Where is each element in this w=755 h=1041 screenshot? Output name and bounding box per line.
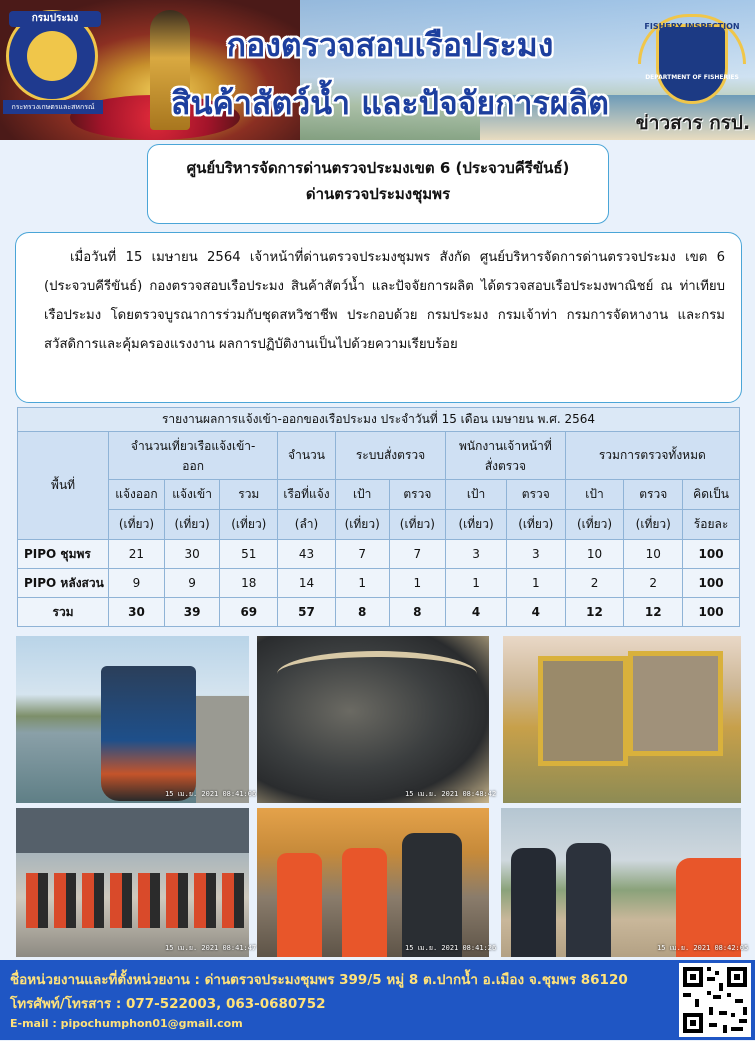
unit-trip: (เที่ยว) — [565, 510, 624, 540]
sub-pct: คิดเป็น — [683, 480, 740, 510]
cell-in: 30 — [164, 540, 220, 569]
cell-off-check: 1 — [506, 569, 565, 598]
cell-off-check: 4 — [506, 598, 565, 627]
cell-pct: 100 — [683, 598, 740, 627]
cell-out: 30 — [109, 598, 165, 627]
photo-timestamp: 15 เม.ย. 2021 08:41:06 — [165, 790, 257, 798]
cell-sys-target: 1 — [335, 569, 389, 598]
sub-boats: เรือที่แจ้ง — [278, 480, 336, 510]
unit-boat: (ลำ) — [278, 510, 336, 540]
cell-tot-target: 10 — [565, 540, 624, 569]
photo-timestamp: 15 เม.ย. 2021 08:42:05 — [657, 944, 749, 952]
cell-tot-check: 10 — [624, 540, 683, 569]
banner-title-line2: สินค้าสัตว์น้ำ และปัจจัยการผลิต — [171, 84, 609, 122]
cell-sys-target: 7 — [335, 540, 389, 569]
cell-pct: 100 — [683, 569, 740, 598]
cell-sys-check: 8 — [389, 598, 446, 627]
unit-trip: (เที่ยว) — [164, 510, 220, 540]
table-row — [18, 540, 740, 569]
sub-off-target: เป้า — [446, 480, 507, 510]
sub-tot-check: ตรวจ — [624, 480, 683, 510]
cell-boats: 14 — [278, 569, 336, 598]
sub-sys-check: ตรวจ — [389, 480, 446, 510]
badge-sub: DEPARTMENT OF FISHERIES — [645, 74, 739, 81]
sub-out: แจ้งออก — [109, 480, 165, 510]
sub-tot-target: เป้า — [565, 480, 624, 510]
header-system: ระบบสั่งตรวจ — [335, 432, 445, 480]
department-logo — [6, 10, 98, 102]
cell-pct: 100 — [683, 540, 740, 569]
report-table — [17, 407, 740, 627]
cell-tot-check: 12 — [624, 598, 683, 627]
photo-timestamp: 15 เม.ย. 2021 08:41:47 — [165, 944, 257, 952]
logo-left-label: กรมประมง — [9, 11, 101, 27]
qr-code-graphic — [679, 963, 751, 1037]
photo-timestamp: 15 เม.ย. 2021 08:41:26 — [405, 944, 497, 952]
logo-left-org: กระทรวงเกษตรและสหกรณ์ — [3, 100, 103, 114]
unit-trip: (เที่ยว) — [506, 510, 565, 540]
body-text-box — [15, 232, 742, 403]
body-paragraph: เมื่อวันที่ 15 เมษายน 2564 เจ้าหน้าที่ด่านตรวจประมงชุมพร สังกัด ศูนย์บริหารจัดการด่านตรวจประมง เขต 6 (ประจวบคีรีขันธ์) กองตรวจสอบเรือประมง สินค้าสัตว์น้ำ และปัจจัยการผลิต ได้ตรวจสอบเรือประมงพาณิชย์ ณ ท่าเทียบเรือประมง โดยตรวจบูรณาการร่วมกับชุดสหวิชาชีพ ประกอบด้วย กรมประมง กรมเจ้าท่า กรมการจัดหางาน และกรมสวัสดิการและคุ้มครองแรงงาน ผลการปฏิบัติงานเป็นไปด้วยความเรียบร้อย — [44, 250, 725, 352]
cell-tot-target: 2 — [565, 569, 624, 598]
shield-icon — [656, 24, 728, 104]
logo-emblem-icon — [27, 31, 77, 81]
header-area: พื้นที่ — [18, 432, 109, 540]
footer-address: ชื่อหน่วยงานและที่ตั้งหน่วยงาน : ด่านตรวจประมงชุมพร 399/5 หมู่ 8 ต.ปากน้ำ อ.เมือง จ.ชุมพร 86120 — [10, 972, 628, 988]
sub-in: แจ้งเข้า — [164, 480, 220, 510]
cell-boats: 43 — [278, 540, 336, 569]
header-count: จำนวน — [278, 432, 336, 480]
cell-out: 21 — [109, 540, 165, 569]
unit-pct: ร้อยละ — [683, 510, 740, 540]
title-line2: ด่านตรวจประมงชุมพร — [305, 185, 451, 203]
cell-tot-check: 2 — [624, 569, 683, 598]
photo-fish-crates — [503, 636, 741, 803]
title-box — [147, 144, 609, 224]
cell-sys-check: 1 — [389, 569, 446, 598]
cell-sum: 51 — [220, 540, 278, 569]
header-banner — [0, 0, 755, 140]
table-row — [18, 569, 740, 598]
row-area: PIPO หลังสวน — [18, 569, 109, 598]
cell-sys-target: 8 — [335, 598, 389, 627]
cell-off-target: 4 — [446, 598, 507, 627]
fishery-inspection-badge — [638, 14, 746, 106]
unit-trip: (เที่ยว) — [389, 510, 446, 540]
footer-email[interactable]: E-mail : pipochumphon01@gmail.com — [10, 1017, 243, 1030]
header-officer: พนักงานเจ้าหน้าที่สั่งตรวจ — [446, 432, 565, 480]
photo-outdoor-check — [501, 808, 749, 957]
sub-off-check: ตรวจ — [506, 480, 565, 510]
cell-tot-target: 12 — [565, 598, 624, 627]
unit-trip: (เที่ยว) — [335, 510, 389, 540]
unit-trip: (เที่ยว) — [624, 510, 683, 540]
cell-in: 9 — [164, 569, 220, 598]
qr-code-icon — [679, 963, 751, 1037]
cell-off-target: 1 — [446, 569, 507, 598]
cell-boats: 57 — [278, 598, 336, 627]
unit-trip: (เที่ยว) — [446, 510, 507, 540]
cell-off-check: 3 — [506, 540, 565, 569]
sub-sys-target: เป้า — [335, 480, 389, 510]
row-area: รวม — [18, 598, 109, 627]
photo-fishing-boat — [16, 636, 257, 803]
photo-timestamp: 15 เม.ย. 2021 08:48:42 — [405, 790, 497, 798]
cell-in: 39 — [164, 598, 220, 627]
badge-label: FISHERY INSPECTION — [644, 22, 740, 31]
cell-out: 9 — [109, 569, 165, 598]
footer-phone: โทรศัพท์/โทรสาร : 077-522003, 063-0680752 — [10, 996, 326, 1012]
header-trips: จำนวนเที่ยวเรือแจ้งเข้า-ออก — [109, 432, 278, 480]
footer — [0, 960, 755, 1040]
cell-off-target: 3 — [446, 540, 507, 569]
photo-crew-inspection — [257, 808, 497, 957]
cell-sys-check: 7 — [389, 540, 446, 569]
table-caption: รายงานผลการแจ้งเข้า-ออกของเรือประมง ประจำวันที่ 15 เดือน เมษายน พ.ศ. 2564 — [18, 408, 740, 432]
row-area: PIPO ชุมพร — [18, 540, 109, 569]
news-label: ข่าวสาร กรป. — [635, 112, 751, 134]
photo-fishing-nets — [257, 636, 497, 803]
header-total: รวมการตรวจทั้งหมด — [565, 432, 739, 480]
unit-trip: (เที่ยว) — [220, 510, 278, 540]
unit-trip: (เที่ยว) — [109, 510, 165, 540]
table-row-total — [18, 598, 740, 627]
banner-title-line1: กองตรวจสอบเรือประมง — [226, 26, 554, 64]
cell-sum: 69 — [220, 598, 278, 627]
sub-sum: รวม — [220, 480, 278, 510]
cell-sum: 18 — [220, 569, 278, 598]
title-line1: ศูนย์บริหารจัดการด่านตรวจประมงเขต 6 (ประจวบคีรีขันธ์) — [186, 159, 570, 177]
photo-team-lineup — [16, 808, 257, 957]
